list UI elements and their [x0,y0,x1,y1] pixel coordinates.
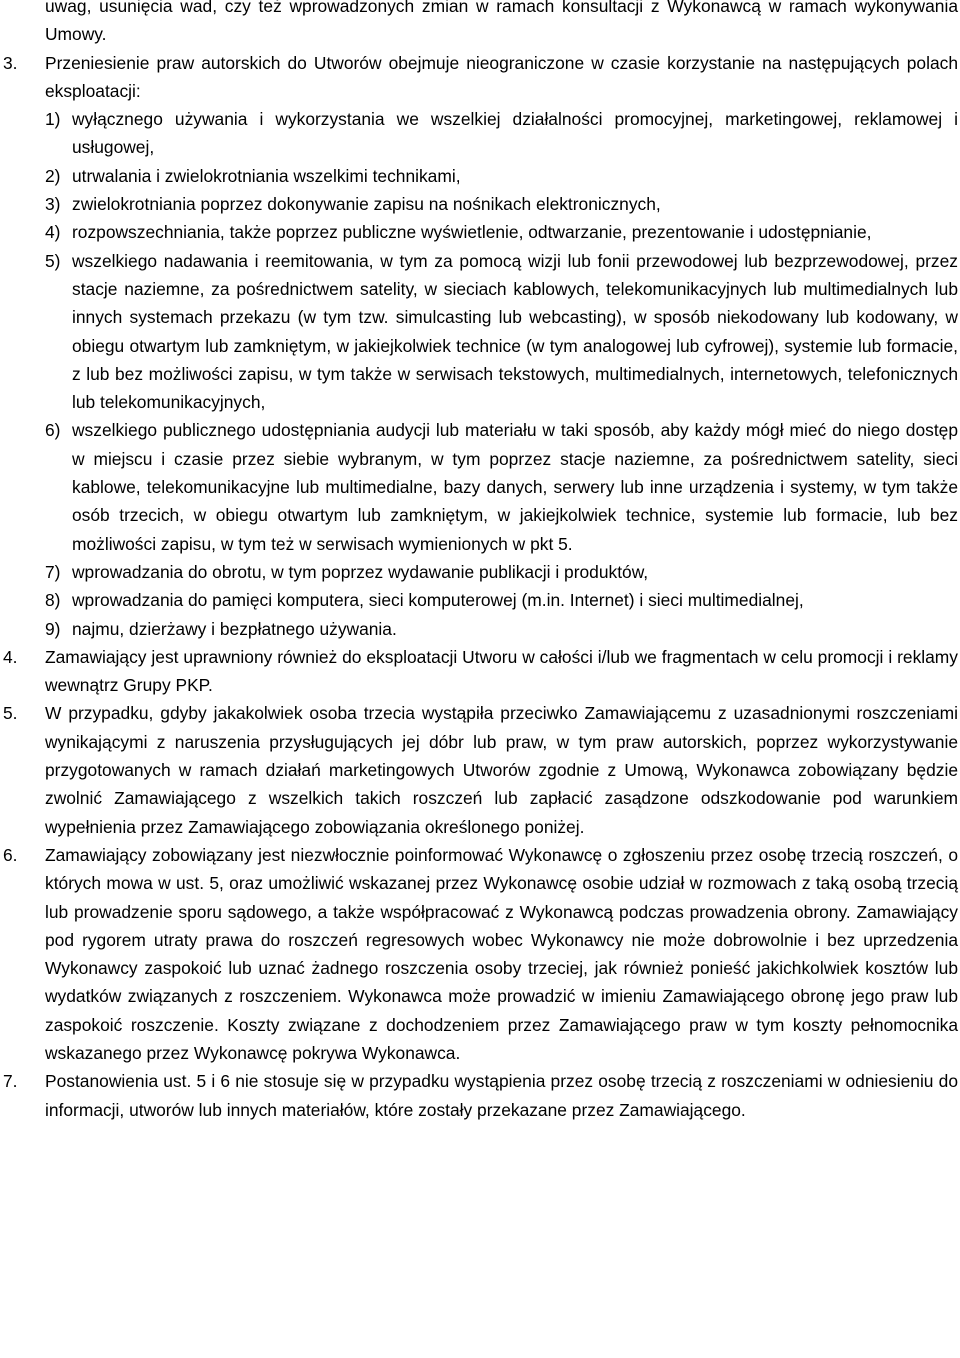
item-text: wprowadzania do pamięci komputera, sieci komputerowej (m.in. Internet) i sieci multimedialnej, [72,590,804,611]
paragraph-number: 5. [3,703,18,724]
item-number: 4) [45,222,61,243]
paragraph-content [45,49,958,643]
paragraph-text: Postanowienia ust. 5 i 6 nie stosuje się w przypadku wystąpienia przez osobę trzecią z roszczeniami w odniesieniu do informacji, utworów lub innych materiałów, które zostały przekazane przez Zamawiającego. [45,1071,958,1120]
paragraph-text: Przeniesienie praw autorskich do Utworów obejmuje nieograniczone w czasie korzystanie na następujących polach eksploatacji: [45,52,958,101]
item-text: zwielokrotniania poprzez dokonywanie zapisu na nośnikach elektronicznych, [72,194,661,215]
list-item-4 [45,218,958,246]
paragraph-number: 3. [3,52,18,73]
item-text: najmu, dzierżawy i bezpłatnego używania. [72,618,397,639]
paragraph-7 [0,1067,960,1124]
item-number: 3) [45,194,61,215]
item-number: 8) [45,590,61,611]
list-item-7 [45,558,958,586]
paragraph-number: 4. [3,646,18,667]
continuation-text: uwag, usunięcia wad, czy też wprowadzonych zmian w ramach konsultacji z Wykonawcą w ramach wykonywania Umowy. [45,0,958,45]
paragraph-number: 7. [3,1071,18,1092]
item-number: 1) [45,109,61,130]
paragraph-text: Zamawiający jest uprawniony również do eksploatacji Utworu w całości i/lub we fragmentach w celu promocji i reklamy wewnątrz Grupy PKP. [45,646,958,696]
item-text: wyłącznego używania i wykorzystania we wszelkiej działalności promocyjnej, marketingowej, reklamowej i usługowej, [72,109,958,158]
paragraph-text: W przypadku, gdyby jakakolwiek osoba trzecia wystąpiła przeciwko Zamawiającemu z uzasadnionymi roszczeniami wynikającymi z naruszenia przysługujących jej dóbr lub praw, w tym praw autorskich, poprzez wykorzystywanie przygotowanych w ramach działań marketingowych Utworów zgodnie z Umową, Wykonawca zobowiązany będzie zwolnić Zamawiającego z wszelkich takich roszczeń lub zapłacić zasądzone odszkodowanie pod warunkiem wypełnienia przez Zamawiającego zobowiązania określonego poniżej. [45,703,958,837]
list-item-1 [45,105,958,162]
paragraph-text: Zamawiający zobowiązany jest niezwłocznie poinformować Wykonawcę o zgłoszeniu przez osobę trzecią roszczeń, o których mowa w ust. 5, oraz umożliwić wskazanej przez Wykonawcę osobie udział w rozmowach z taką osobą trzecią lub prowadzenie sporu sądowego, a także współpracować z Wykonawcą podczas prowadzenia obrony. Zamawiający pod rygorem utraty prawa do roszczeń regresowych wobec Wykonawcy nie może dobrowolnie i bez uprzedzenia Wykonawcy zaspokoić lub uznać żadnego roszczenia osoby trzeciej, jak również ponieść jakichkolwiek kosztów lub wydatków związanych z roszczeniem. Wykonawca może prowadzić w imieniu Zamawiającego obronę jego praw lub zaspokoić roszczenie. Koszty związane z dochodzeniem przez Zamawiającego praw w tym koszty pełnomocnika wskazanego przez Wykonawcę pokrywa Wykonawca. [45,844,958,1063]
list-item-9 [45,615,958,643]
item-number: 7) [45,561,61,582]
paragraph-4 [0,643,960,700]
paragraph-5 [0,699,960,840]
item-number: 5) [45,250,61,271]
item-number: 2) [45,165,61,186]
item-text: wszelkiego publicznego udostępniania audycji lub materiału w taki sposób, aby każdy mógł mieć do niego dostęp w miejscu i czasie przez siebie wybranym, w tym poprzez stacje naziemne, za pośrednictwem satelity, sieci kablowe, telekomunikacyjne lub multimedialne, bazy danych, serwery lub inne urządzenia i systemy, w tym także osób trzecich, w obiegu otwartym lub zamkniętym, w jakiejkolwiek technice, systemie lub formacie, lub bez możliwości zapisu, w tym też w serwisach wymienionych w pkt 5. [72,420,958,554]
paragraph-3 [0,49,960,643]
item-text: wszelkiego nadawania i reemitowania, w tym za pomocą wizji lub fonii przewodowej lub bezprzewodowej, przez stacje naziemne, za pośrednictwem satelity, w sieciach kablowych, telekomunikacyjnych lub multimedialnych lub innych systemach przekazu (w tym tzw. simulcasting lub webcasting), w sposób niekodowany lub kodowany, w obiegu otwartym lub zamkniętym, w jakiejkolwiek technice (w tym analogowej lub cyfrowej), systemie lub formacie, z lub bez możliwości zapisu, w tym także w serwisach tekstowych, multimedialnych, internetowych, telefonicznych lub telekomunikacyjnych, [72,250,958,413]
list-item-5 [45,247,958,417]
list-item-2 [45,162,958,190]
paragraph-6 [0,841,960,1067]
paragraph-number: 6. [3,844,18,865]
item-text: utrwalania i zwielokrotniania wszelkimi technikami, [72,165,461,186]
item-text: rozpowszechniania, także poprzez publiczne wyświetlenie, odtwarzanie, prezentowanie i udostępnianie, [72,222,872,243]
item-number: 9) [45,618,61,639]
list-item-6 [45,416,958,557]
item-number: 6) [45,420,61,441]
list-item-8 [45,586,958,614]
list-item-3 [45,190,958,218]
item-text: wprowadzania do obrotu, w tym poprzez wydawanie publikacji i produktów, [72,561,649,582]
